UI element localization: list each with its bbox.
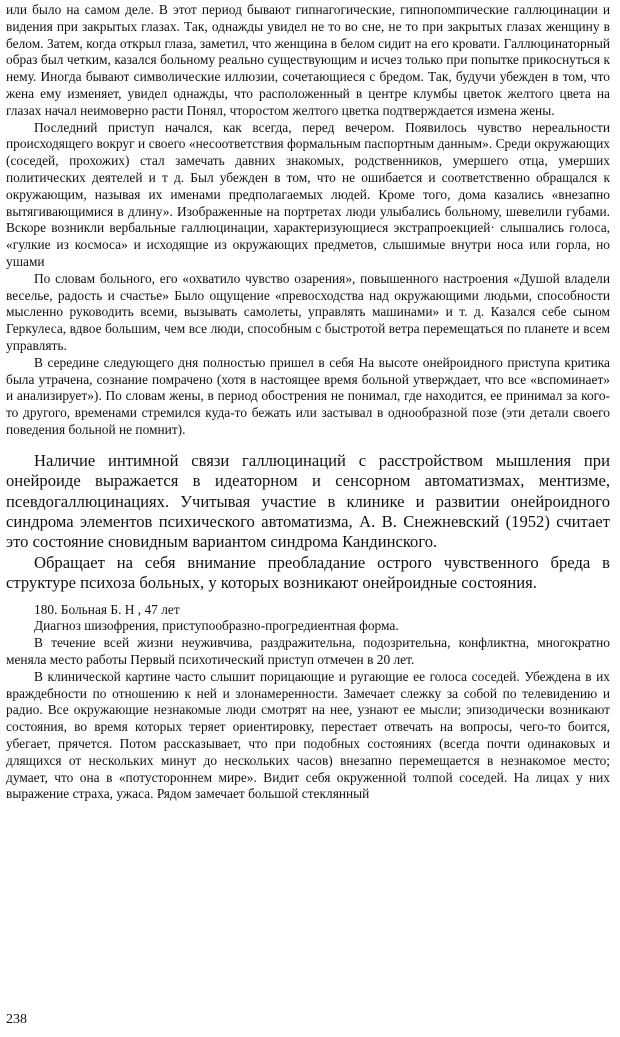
paragraph-continuation: или было на самом деле. В этот период бывают гипнагогические, гипнопомпические галлюцинации и видения при закрытых глазах. Так, однажды увидел не то во сне, не то при закрытых глазах женщину в белом. Затем, когда открыл глаза, заметил, что женщина в белом сидит на его кровати. Галлюцинаторный образ был четким, казался больному реально существующим и исчез только при попытке прикоснуться к нему. Иногда бывают символические иллюзии, сочетающиеся с бредом. Так, будучи убежден в том, что жена ему изменяет, увидел однажды, что расположенный в центре клумбы цветок желтого цвета на глазах начал неимоверно расти Понял, чторостом желтого цветка подтверждается измена жены. <box>6 2 610 118</box>
main-text-paragraph: Наличие интимной связи галлюцинаций с расстройством мышления при онейроиде выражается в идеаторном и сенсорном автоматизмах, ментизме, псевдогаллюцинациях. Учитывая участие в клинике и развитии онейроидного синдрома элементов психического автоматизма, А. В. Снежневский (1952) считает это состояние сновидным вариантом синдрома Кандинского. <box>6 450 610 552</box>
case-diagnosis: Диагноз шизофрения, приступообразно-прогредиентная форма. <box>34 618 399 634</box>
case-header: 180. Больная Б. Н , 47 лет <box>34 601 180 617</box>
page-number: 238 <box>6 1012 27 1027</box>
paragraph-last-attack: Последний приступ начался, как всегда, перед вечером. Появилось чувство нереальности происходящего вокруг и своего «несоответствия формальным паспортным данным». Среди окружающих (соседей, прохожих) стал замечать давних знакомых, родственников, умершего отца, умерших политических деятелей и т д. Был убежден в том, что не ошибается и соответственно обращался к окружающим, называя их именами предполагаемых людей. Кроме того, дома казались «внезапно вытягивающимися в длину». Изображенные на портретах люди улыбались больному, шевелили губами. Вскоре возникли вербальные галлюцинации, характеризующиеся экстрапроекцией· слышались голоса, «гулкие из космоса» и исходящие из окружающих предметов, слышимые внутри носа или горла, но ушами <box>6 119 610 269</box>
case-anamnesis: В течение всей жизни неуживчива, раздражительна, подозрительна, конфликтна, многократно меняла место работы Первый психотический приступ отмечен в 20 лет. <box>6 635 610 667</box>
main-text-paragraph: Обращает на себя внимание преобладание острого чувственного бреда в структуре психоза больных, у которых возникают онейроидные состояния. <box>6 552 610 593</box>
paragraph-recovery: В середине следующего дня полностью пришел в себя На высоте онейроидного приступа критика была утрачена, сознание помрачено (хотя в настоящее время больной утверждает, что все «вспоминает» и анализирует»). По словам жены, в период обострения не понимал, где находится, ее принимал за кого-то другого, временами стремился куда-то бежать или застывал в однообразной позе (эти детали своего поведения больной не помнит). <box>6 354 610 437</box>
paragraph-patient-words: По словам больного, его «охватило чувство озарения», повышенного настроения «Душой владели веселье, радость и счастье» Было ощущение «превосходства над окружающими людьми, способности мысленно руководить всеми, вызывать самолеты, управлять машинами» и т. д. Казался себе сыном Геркулеса, вдвое большим, чем все люди, способным с быстротой ветра перемещаться по планете и всем управлять. <box>6 270 610 353</box>
case-clinical-picture: В клинической картине часто слышит порицающие и ругающие ее голоса соседей. Убеждена в их враждебности по отношению к ней и злонамеренности. Замечает слежку за собой по телевидению и радио. Все окружающие незнакомые люди смотрят на нее, узнают ее мысли; эпизодически возникают состояния, во время которых теряет ориентировку, перестает отвечать на вопросы, чего-то боится, убегает, прячется. Потом рассказывает, что при подобных состояниях (всегда почти одинаковых и длящихся от нескольких минут до нескольких часов) внезапно перемещается в незнакомое место; думает, что она в «потустороннем мире». Видит себя окруженной толпой соседей. На лицах у них выражение страха, ужаса. Рядом замечает большой стеклянный <box>6 668 610 802</box>
